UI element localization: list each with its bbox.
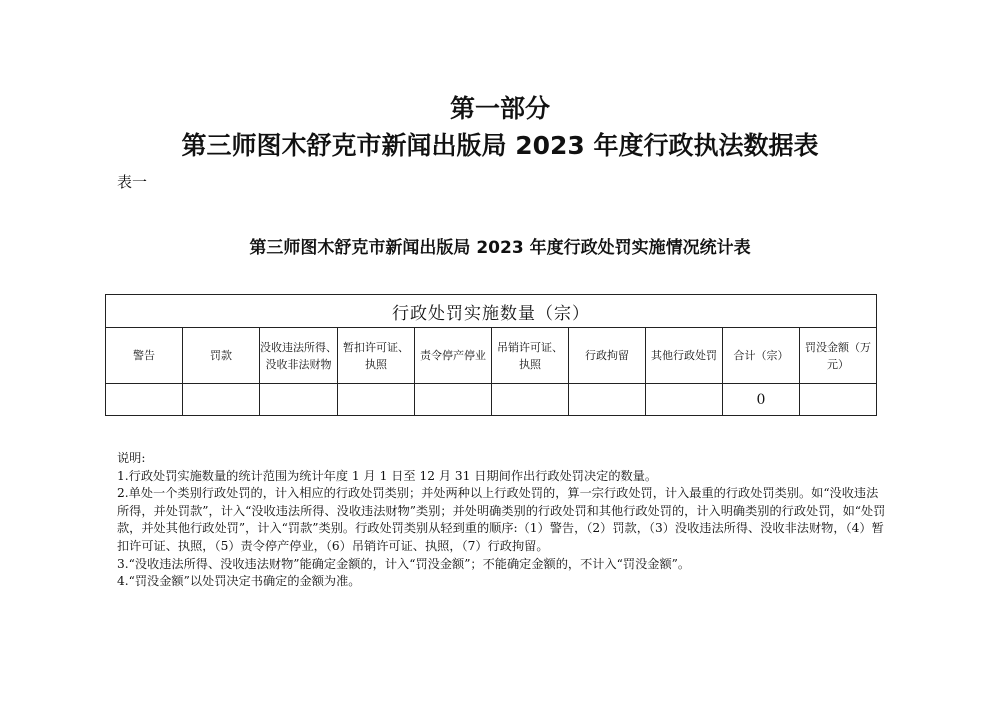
note-item-2: 2.单处一个类别行政处罚的，计入相应的行政处罚类别；并处两种以上行政处罚的，算一宗行政处罚，计入最重的行政处罚类别。如“没收违法所得，并处罚款”，计入“没收违法所得、没收违法财物”类别；并处明确类别的行政处罚和其他行政处罚的，计入明确类别的行政处罚，如“处罚款，并处其他行政处罚”，计入“罚款”类别。行政处罚类别从轻到重的顺序:（1）警告，（2）罚款，（3）没收违法所得、没收非法财物，（4）暂扣许可证、执照，（5）责令停产停业，（6）吊销许可证、执照，（7）行政拘留。 bbox=[117, 486, 886, 553]
group-header-cell: 行政处罚实施数量（宗） bbox=[106, 295, 877, 328]
col-header-other-penalty: 其他行政处罚 bbox=[646, 328, 723, 384]
note-item-3: 3.“没收违法所得、没收违法财物”能确定金额的，计入“罚没金额”；不能确定金额的，不计入“罚没金额”。 bbox=[117, 556, 691, 571]
table-label: 表一 bbox=[117, 173, 148, 191]
cell-total: 0 bbox=[723, 384, 800, 416]
cell-other-penalty bbox=[646, 384, 723, 416]
col-header-total: 合计（宗） bbox=[723, 328, 800, 384]
col-header-warning: 警告 bbox=[106, 328, 183, 384]
col-header-production-halt: 责令停产停业 bbox=[415, 328, 492, 384]
table-row bbox=[106, 384, 877, 416]
cell-detention bbox=[569, 384, 646, 416]
cell-license-suspension bbox=[338, 384, 415, 416]
table-caption: 第三师图木舒克市新闻出版局 2023 年度行政处罚实施情况统计表 bbox=[249, 238, 751, 258]
cell-confiscation bbox=[260, 384, 338, 416]
note-item-1: 1.行政处罚实施数量的统计范围为统计年度 1 月 1 日至 12 月 31 日期间作出行政处罚决定的数量。 bbox=[117, 468, 658, 483]
penalty-statistics-table bbox=[105, 294, 877, 416]
cell-warning bbox=[106, 384, 183, 416]
col-header-license-suspension: 暂扣许可证、执照 bbox=[338, 328, 415, 384]
col-header-fine: 罚款 bbox=[183, 328, 260, 384]
cell-amount bbox=[800, 384, 877, 416]
col-header-license-revocation: 吊销许可证、执照 bbox=[492, 328, 569, 384]
note-item-4: 4.“罚没金额”以处罚决定书确定的金额为准。 bbox=[117, 574, 361, 589]
part-title: 第一部分 bbox=[449, 94, 550, 123]
cell-production-halt bbox=[415, 384, 492, 416]
document-title: 第三师图木舒克市新闻出版局 2023 年度行政执法数据表 bbox=[181, 131, 819, 160]
notes-heading: 说明: bbox=[117, 451, 146, 465]
col-header-amount: 罚没金额（万元） bbox=[800, 328, 877, 384]
col-header-confiscation: 没收违法所得、没收非法财物 bbox=[260, 328, 338, 384]
notes-section bbox=[117, 450, 887, 591]
col-header-detention: 行政拘留 bbox=[569, 328, 646, 384]
cell-license-revocation bbox=[492, 384, 569, 416]
cell-fine bbox=[183, 384, 260, 416]
